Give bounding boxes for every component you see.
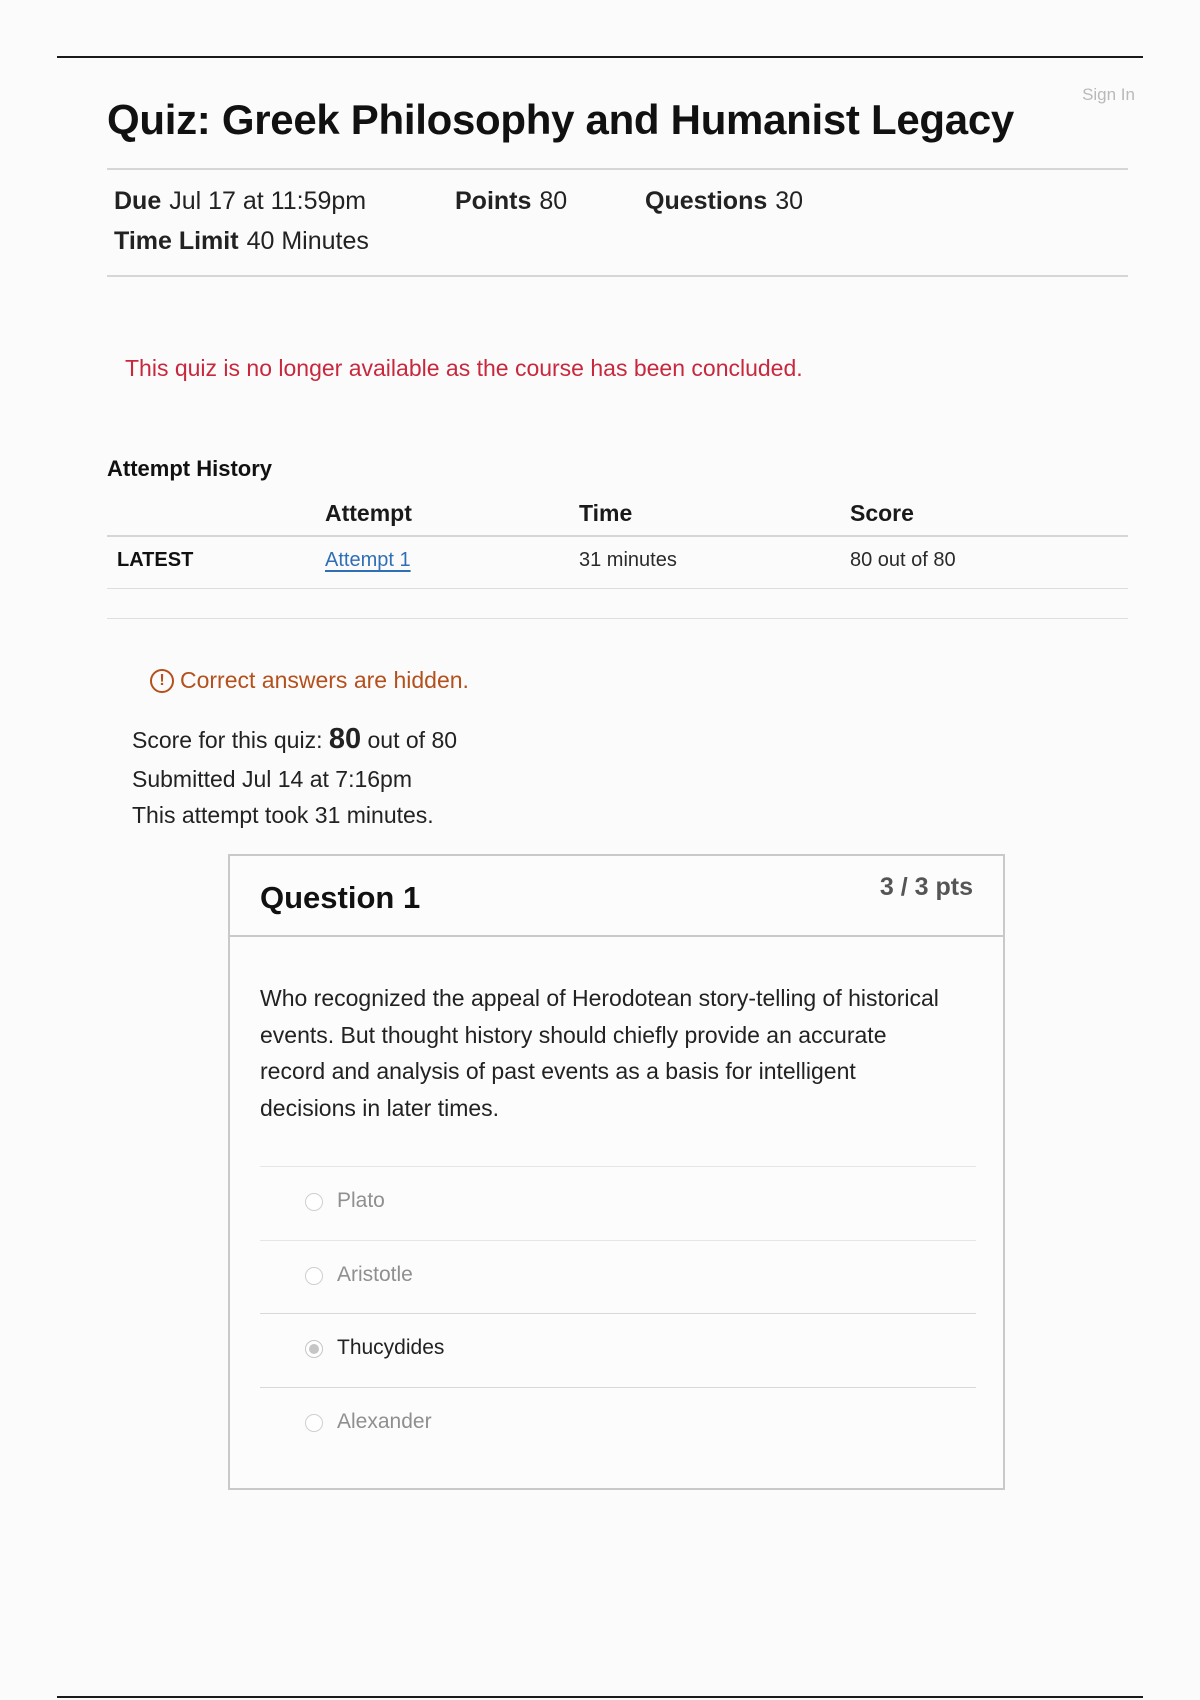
time-limit-value: 40 Minutes [246, 227, 369, 255]
due-date [114, 187, 366, 216]
answer-label: Aristotle [337, 1263, 413, 1286]
due-label: Due [114, 187, 162, 215]
answer-option-selected [260, 1313, 976, 1386]
warning-circle-icon: ! [150, 669, 174, 693]
attempt-score: 80 out of 80 [850, 549, 956, 571]
answer-label: Alexander [337, 1410, 432, 1433]
questions-label: Questions [645, 187, 768, 215]
table-row-divider [107, 588, 1128, 589]
questions-value: 30 [775, 187, 804, 215]
radio-button-selected [305, 1340, 323, 1358]
radio-button [305, 1193, 323, 1211]
question-title: Question 1 [260, 880, 421, 915]
answer-label: Thucydides [337, 1336, 445, 1359]
answer-option [260, 1166, 976, 1239]
question-text: Who recognized the appeal of Herodotean story-telling of historical events. But thought history should chiefly provide an accurate record and analysis of past events as a basis for intelligent decisions in later times. [260, 985, 939, 1121]
submitted-time: Submitted Jul 14 at 7:16pm [132, 766, 412, 792]
attempt-link[interactable]: Attempt 1 [325, 549, 411, 571]
questions-count [645, 187, 803, 216]
divider [107, 168, 1128, 170]
bottom-rule [57, 1696, 1143, 1698]
attempt-time: 31 minutes [579, 549, 677, 571]
column-header-time: Time [579, 500, 633, 526]
page-title: Quiz: Greek Philosophy and Humanist Legacy [107, 96, 1014, 143]
points [455, 187, 567, 216]
divider [107, 275, 1128, 277]
correct-answers-hidden-notice [150, 667, 469, 694]
answer-label: Plato [337, 1189, 385, 1212]
column-header-score: Score [850, 500, 914, 526]
quiz-unavailable-notice: This quiz is no longer available as the course has been concluded. [125, 355, 803, 381]
radio-button [305, 1267, 323, 1285]
score-value: 80 [328, 723, 362, 755]
quiz-score [132, 723, 457, 756]
score-suffix: out of 80 [367, 727, 458, 753]
question-header [230, 856, 1003, 937]
sign-in-link[interactable]: Sign In [1082, 85, 1135, 104]
answer-option [260, 1240, 976, 1313]
due-value: Jul 17 at 11:59pm [169, 187, 367, 215]
attempt-history-title: Attempt History [107, 456, 273, 481]
top-rule [57, 56, 1143, 58]
column-header-attempt: Attempt [325, 500, 412, 526]
table-header-divider [107, 535, 1128, 537]
radio-button [305, 1414, 323, 1432]
time-limit-label: Time Limit [114, 227, 239, 255]
question-points: 3 / 3 pts [879, 873, 973, 901]
points-value: 80 [539, 187, 568, 215]
points-label: Points [455, 187, 532, 215]
divider [107, 618, 1128, 619]
correct-answers-hidden-text: Correct answers are hidden. [180, 667, 469, 693]
score-prefix: Score for this quiz: [132, 727, 323, 753]
time-limit [114, 227, 369, 256]
attempt-duration: This attempt took 31 minutes. [132, 802, 434, 828]
latest-tag: LATEST [117, 549, 194, 571]
answer-option [260, 1387, 976, 1460]
question-card [228, 854, 1005, 1490]
